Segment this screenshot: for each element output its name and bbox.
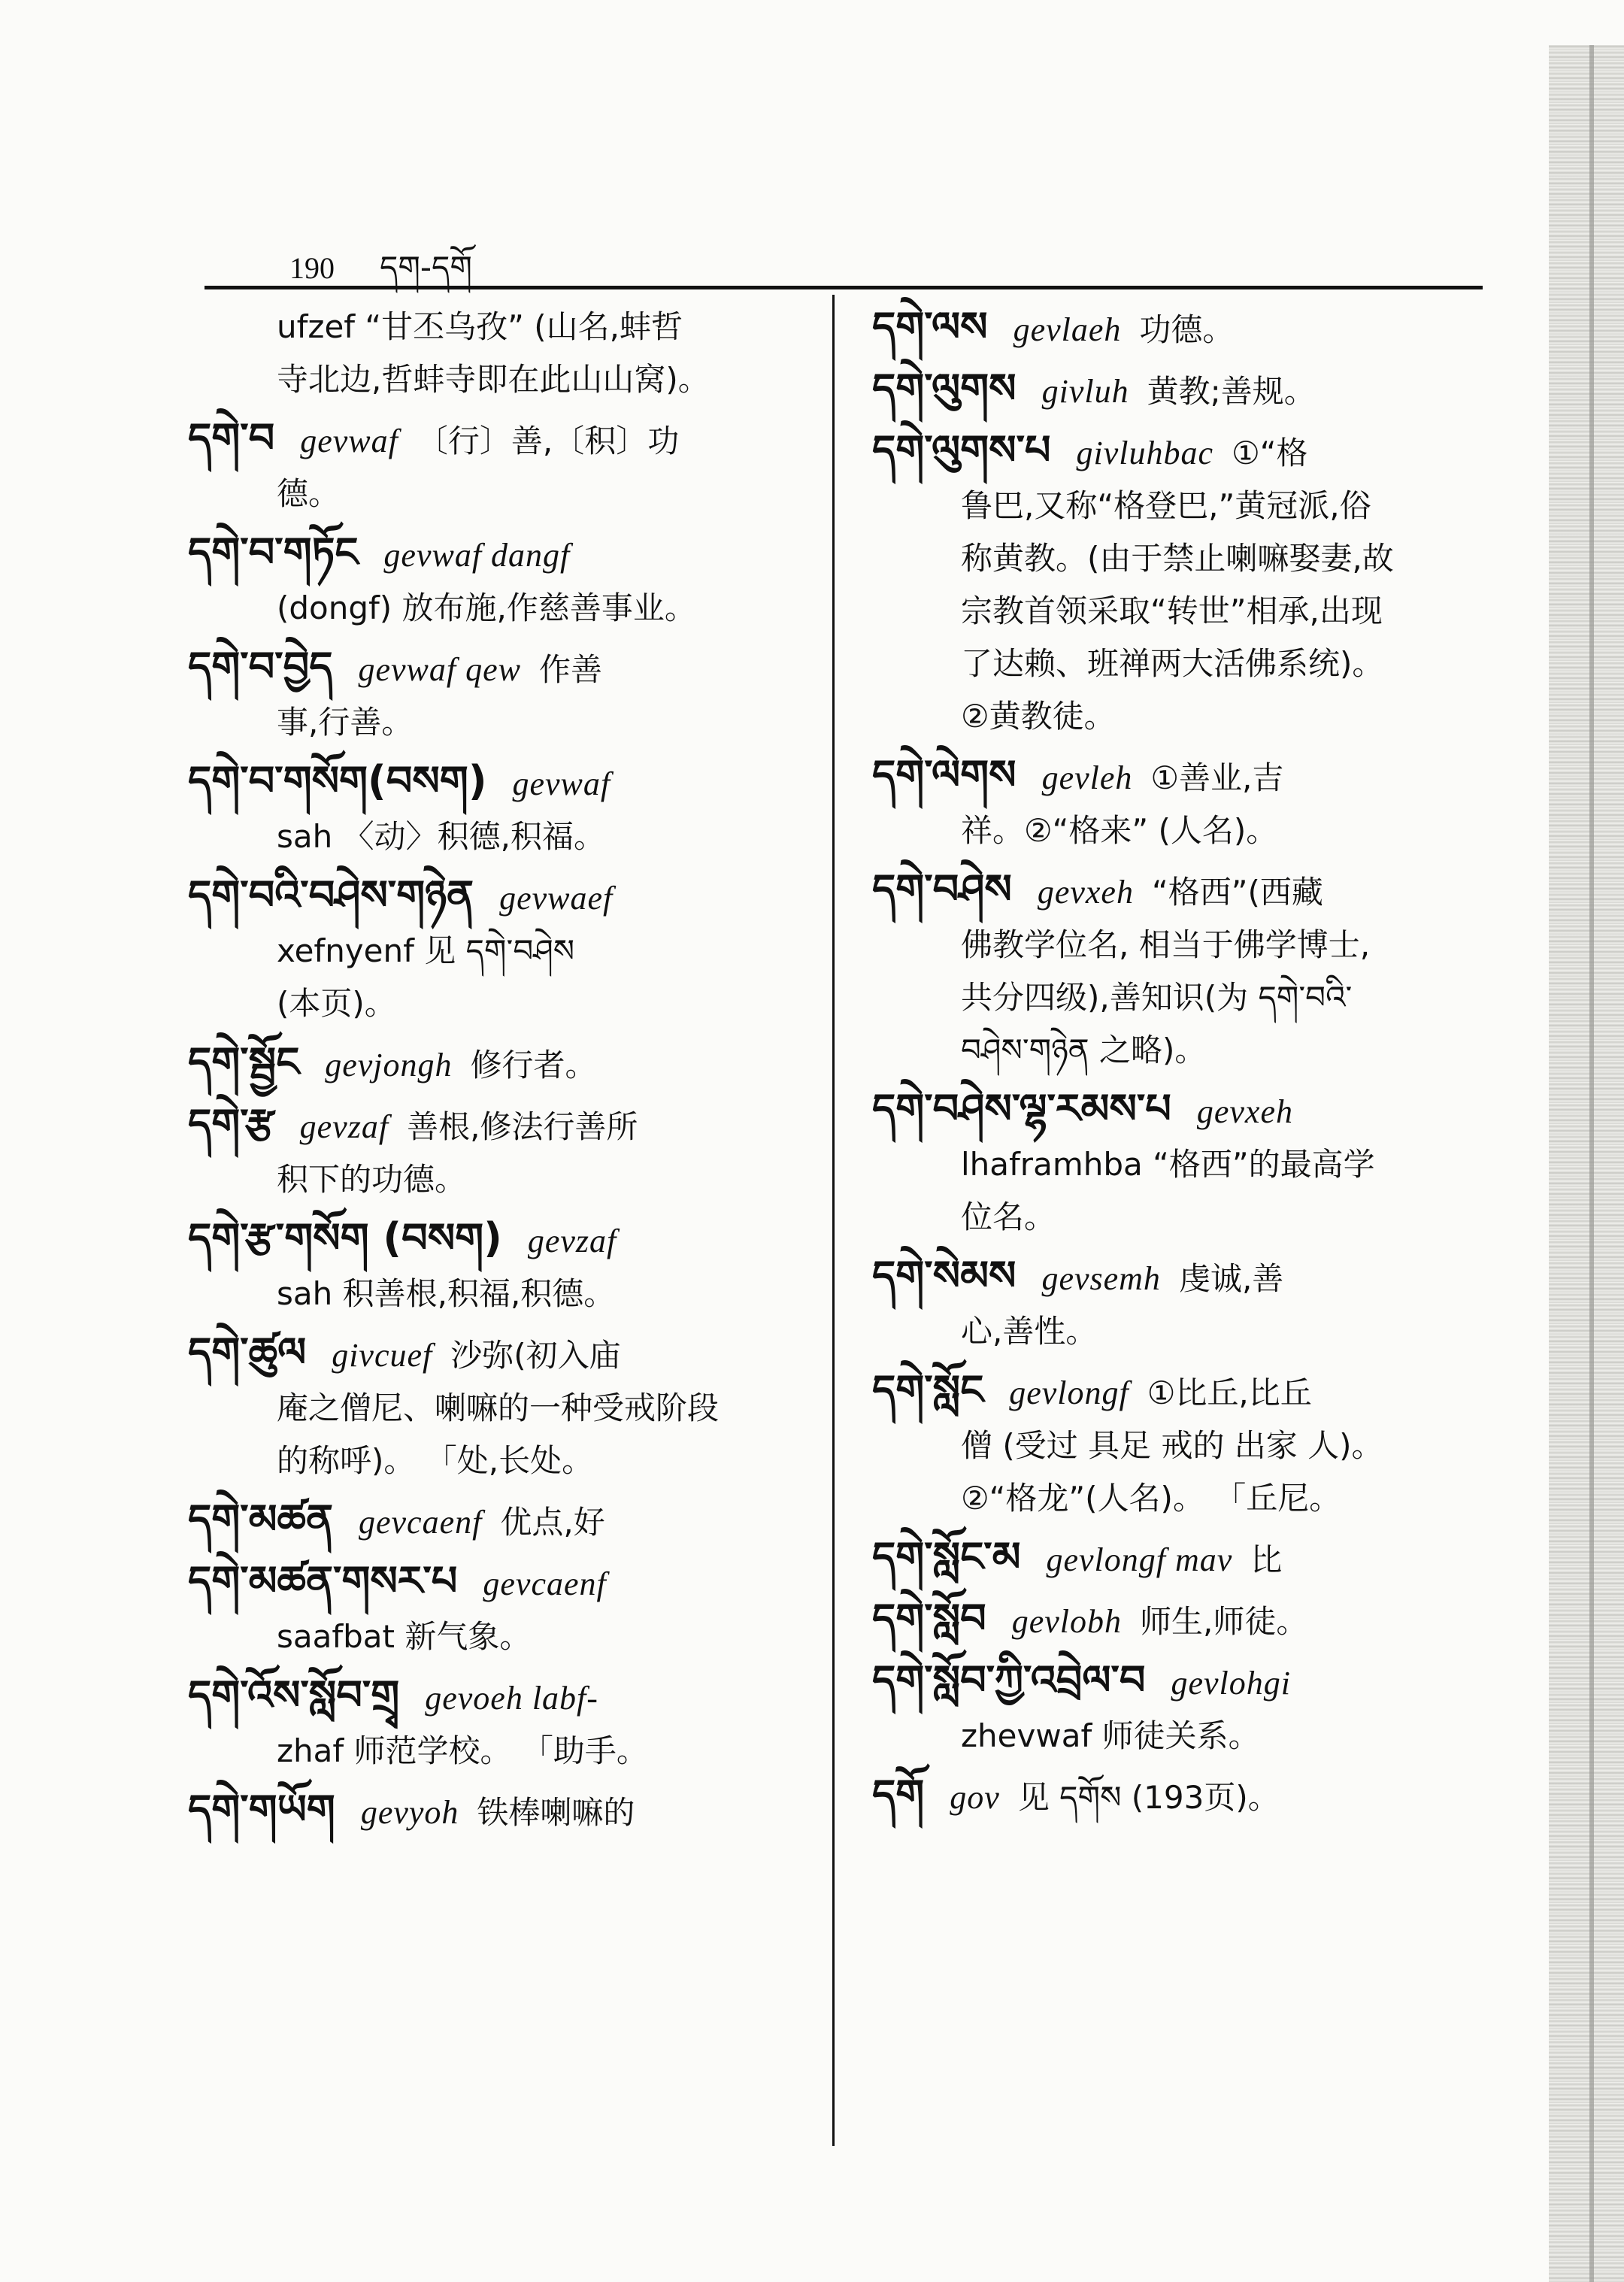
dictionary-entry	[188, 1669, 804, 1777]
entry-line: བཤེས་གཉེན 之略)。	[961, 1032, 1207, 1068]
romanization: gevwaf	[300, 423, 398, 459]
entry-line: (本页)。	[277, 985, 396, 1022]
tibetan-headword: དགེ་མཚན	[188, 1496, 333, 1543]
romanization: gevlaeh	[1013, 311, 1122, 348]
entry-line: sah 〈动〉积德,积福。	[277, 818, 605, 855]
romanization: gevwaef	[499, 880, 614, 917]
romanization: gevjongh	[325, 1047, 453, 1083]
romanization: gevxeh	[1196, 1093, 1293, 1130]
tibetan-headword: དགེ་མཚན་གསར་པ	[188, 1557, 458, 1605]
left-column	[188, 301, 804, 1845]
entry-line: 的称呼)。 「处,长处。	[277, 1442, 594, 1479]
definition: 铁棒喇嘛的	[477, 1794, 635, 1831]
dictionary-entry	[872, 301, 1489, 356]
romanization: gevcaenf	[359, 1504, 483, 1541]
dictionary-entry	[188, 526, 804, 635]
definition: 比	[1250, 1541, 1283, 1578]
tibetan-headword: དགེ་ལེགས	[872, 751, 1017, 799]
tibetan-headword: དགེ་བ་གསོག(བསག)	[188, 757, 487, 805]
dictionary-entry	[188, 301, 804, 406]
entry-line: 德。	[277, 475, 341, 512]
romanization: gevwaf qew	[358, 651, 521, 688]
entry-line: 心,善性。	[961, 1313, 1098, 1350]
entry-line: 寺北边,哲蚌寺即在此山山窝)。	[277, 361, 710, 398]
tibetan-headword: དགེ་ཚུལ	[188, 1329, 307, 1376]
tibetan-headword: དགེ་ལས	[872, 303, 988, 350]
romanization: gevlongf	[1009, 1374, 1129, 1411]
romanization: givluh	[1041, 373, 1129, 410]
tibetan-headword: དགེ་བ	[188, 414, 275, 462]
dictionary-entry	[188, 1555, 804, 1663]
dictionary-entry	[872, 863, 1489, 1077]
entry-line: 了达赖、班禅两大活佛系统)。	[961, 645, 1384, 682]
definition: 优点,好	[500, 1504, 605, 1541]
definition: 〔行〕善,〔积〕功	[416, 423, 680, 459]
tibetan-headword: དགེ་བ་གཏོང	[188, 529, 359, 576]
definition: 沙弥(初入庙	[450, 1337, 621, 1374]
definition: 功德。	[1139, 311, 1235, 348]
dictionary-entry	[872, 1654, 1489, 1762]
entry-line: lhaframhba “格西”的最高学	[961, 1146, 1375, 1183]
tibetan-headword: དགེ་སློབ	[872, 1595, 986, 1642]
header-rule	[205, 286, 1483, 289]
romanization: gevlobh	[1011, 1603, 1122, 1640]
dictionary-entry	[188, 1036, 804, 1092]
romanization: gevzaf	[527, 1223, 617, 1259]
entry-line: 事,行善。	[277, 704, 414, 741]
entry-line: 庵之僧尼、喇嘛的一种受戒阶段	[277, 1390, 720, 1426]
definition: 虔诚,善	[1178, 1260, 1284, 1297]
tibetan-headword: དགེ་སྦྱོང	[188, 1038, 300, 1086]
dictionary-entry	[872, 1083, 1489, 1244]
header-range: དག-དགོ	[380, 249, 472, 286]
dictionary-entry	[872, 1250, 1489, 1358]
entry-line: ②“格龙”(人名)。 「丘尼。	[961, 1480, 1341, 1517]
entry-line: (dongf) 放布施,作慈善事业。	[277, 589, 696, 626]
entry-line: ufzef “甘丕乌孜” (山名,蚌哲	[277, 308, 683, 345]
dictionary-entry	[872, 424, 1489, 743]
dictionary-entry	[188, 1326, 804, 1487]
entry-line: 共分四级),善知识(为 དགེ་བའི་	[961, 979, 1353, 1016]
tibetan-headword: དགེ་རྩ	[188, 1100, 274, 1147]
binding-edge	[1549, 45, 1624, 2282]
dictionary-entry	[188, 1783, 804, 1839]
romanization: givluhbac	[1076, 435, 1214, 471]
tibetan-headword: དགེ་བཤེས	[872, 865, 1012, 913]
dictionary-entry	[188, 641, 804, 749]
entry-line: 位名。	[961, 1199, 1056, 1235]
dictionary-entry	[872, 749, 1489, 857]
dictionary-entry	[872, 1593, 1489, 1648]
dictionary-entry	[188, 869, 804, 1030]
binding-line	[1589, 45, 1594, 2282]
right-column	[872, 301, 1489, 1830]
romanization: gevwaf dangf	[383, 537, 571, 574]
romanization: gov	[950, 1779, 1000, 1816]
definition: ①善业,吉	[1150, 759, 1284, 796]
definition: “格西”(西藏	[1151, 874, 1323, 911]
definition: 见 དགོས (193页)。	[1017, 1779, 1280, 1816]
entry-line: 称黄教。(由于禁止喇嘛娶妻,故	[961, 540, 1394, 577]
romanization: gevcaenf	[483, 1565, 607, 1602]
dictionary-entry	[872, 362, 1489, 418]
romanization: gevoeh labf-	[425, 1680, 598, 1717]
definition: ①比丘,比丘	[1147, 1374, 1312, 1411]
tibetan-headword: དགེ་སེམས	[872, 1252, 1017, 1299]
dictionary-entry	[188, 1493, 804, 1549]
entry-line: sah 积善根,积福,积德。	[277, 1275, 616, 1312]
tibetan-headword: དགེ་སློང་མ	[872, 1533, 1021, 1580]
entry-line: 僧 (受过 具足 戒的 出家 人)。	[961, 1427, 1383, 1464]
romanization: gevlohgi	[1171, 1665, 1291, 1702]
entry-line: 鲁巴,又称“格登巴,”黄冠派,俗	[961, 487, 1371, 524]
romanization: givcuef	[332, 1337, 433, 1374]
page-number: 190	[289, 251, 335, 285]
romanization: gevyoh	[360, 1794, 459, 1831]
definition: 作善	[538, 651, 602, 688]
definition: 善根,修法行善所	[407, 1108, 638, 1145]
romanization: gevlongf mav	[1046, 1541, 1233, 1578]
tibetan-headword: དགེ་བཤེས་ལྷ་རམས་པ	[872, 1085, 1171, 1132]
tibetan-headword: དགེ་འོས་སློབ་གྲྭ	[188, 1671, 400, 1719]
tibetan-headword: དགེ་ལུགས་པ	[872, 426, 1051, 474]
dictionary-entry	[188, 1098, 804, 1206]
entry-line: 宗教首领采取“转世”相承,出现	[961, 592, 1383, 629]
tibetan-headword: དགོ	[872, 1771, 925, 1818]
entry-line: 佛教学位名, 相当于佛学博士,	[961, 926, 1371, 963]
romanization: gevzaf	[299, 1108, 389, 1145]
entry-line: saafbat 新气象。	[277, 1618, 532, 1655]
romanization: gevxeh	[1037, 874, 1134, 911]
dictionary-entry	[872, 1364, 1489, 1525]
entry-line: zhaf 师范学校。 「助手。	[277, 1732, 648, 1769]
dictionary-entry	[188, 1212, 804, 1320]
tibetan-headword: དགེ་ལུགས	[872, 365, 1017, 412]
definition: 黄教;善规。	[1147, 373, 1316, 410]
tibetan-headword: དགེ་སློང	[872, 1366, 984, 1414]
tibetan-headword: དགེ་གཡོག	[188, 1786, 335, 1833]
romanization: gevleh	[1041, 759, 1133, 796]
romanization: gevwaf	[512, 765, 611, 802]
dictionary-entry	[872, 1531, 1489, 1586]
tibetan-headword: དགེ་སློབ་ཀྱི་འབྲེལ་བ	[872, 1656, 1146, 1704]
dictionary-entry	[872, 1768, 1489, 1824]
tibetan-headword: དགེ་བ་བྱེད	[188, 643, 333, 690]
entry-line: zhevwaf 师徒关系。	[961, 1717, 1260, 1754]
definition: 修行者。	[470, 1047, 597, 1083]
romanization: gevsemh	[1041, 1260, 1161, 1297]
definition: ①“格	[1232, 435, 1308, 471]
dictionary-entry	[188, 412, 804, 520]
entry-line: 积下的功德。	[277, 1161, 467, 1198]
dictionary-entry	[188, 755, 804, 863]
tibetan-headword: དགེ་རྩ་གསོག (བསག)	[188, 1214, 502, 1262]
entry-line: 祥。②“格来” (人名)。	[961, 812, 1278, 849]
column-divider	[832, 295, 835, 2146]
definition: 师生,师徒。	[1139, 1603, 1308, 1640]
tibetan-headword: དགེ་བའི་བཤེས་གཉེན	[188, 871, 474, 919]
entry-line: xefnyenf 见 དགེ་བཤེས	[277, 932, 575, 969]
entry-line: ②黄教徒。	[961, 698, 1116, 735]
